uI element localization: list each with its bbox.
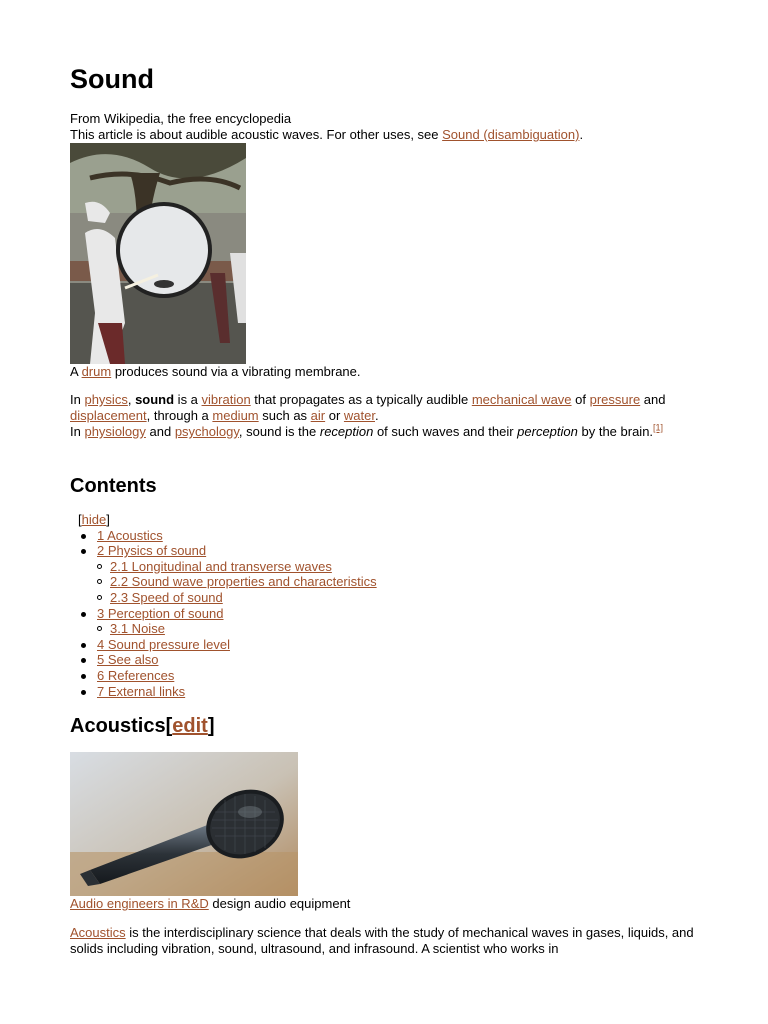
psychology-link[interactable]: psychology [174,424,239,439]
medium-link[interactable]: medium [212,408,259,423]
toc-hide-toggle: [hide] [78,512,110,527]
contents-heading: Contents [70,475,157,497]
toc-subitem [97,590,377,606]
toc-item [78,528,377,544]
acoustics-paragraph: Acoustics is the interdisciplinary science that deals with the study of mechanical waves in gases, liquids, and solids including vibration, sound, ultrasound, and infrasound. A scientist who works in [70,925,694,956]
toc-item [78,606,377,637]
toc-link-references[interactable]: 6 References [97,667,175,683]
toc-link-see-also[interactable]: 5 See also [97,652,159,668]
toc-link-perception[interactable]: 3 Perception of sound [97,605,224,621]
toc-list [78,528,377,700]
drum-link[interactable]: drum [81,364,112,379]
mechanical-wave-link[interactable]: mechanical wave [471,392,572,407]
sound-term: sound [135,392,175,407]
disambiguation-link[interactable]: Sound (disambiguation) [442,127,580,142]
displacement-link[interactable]: displacement [70,408,147,423]
toc-subitem [97,559,377,575]
intro-paragraph [70,392,690,440]
physics-link[interactable]: physics [84,392,128,407]
acoustics-heading: Acoustics[edit] [70,715,215,737]
toc-link-acoustics[interactable]: 1 Acoustics [97,527,163,543]
vibration-link[interactable]: vibration [201,392,251,407]
drum-photo [70,143,246,364]
perception-term: perception [517,424,578,439]
microphone-caption: Audio engineers in R&D design audio equipment [70,896,351,911]
drum-image [70,143,246,364]
physiology-link[interactable]: physiology [84,424,146,439]
toc-link-external-links[interactable]: 7 External links [97,683,186,699]
reception-term: reception [319,424,374,439]
toc-subitem [97,574,377,590]
toc-link-noise[interactable]: 3.1 Noise [110,621,165,637]
toc-link-longitudinal-transverse[interactable]: 2.1 Longitudinal and transverse waves [110,558,332,574]
page-title: Sound [70,64,154,94]
toc-sublist [97,559,377,606]
water-link[interactable]: water [343,408,375,423]
acoustics-link[interactable]: Acoustics [70,925,126,940]
table-of-contents [78,512,377,699]
microphone-image [70,752,298,896]
tagline: From Wikipedia, the free encyclopedia [70,111,292,126]
toc-subitem [97,621,377,637]
toc-link-wave-properties[interactable]: 2.2 Sound wave properties and characteristics [110,574,377,590]
toc-sublist [97,621,377,637]
air-link[interactable]: air [310,408,326,423]
microphone-photo [70,752,298,896]
toc-item [78,684,377,700]
hide-link[interactable]: hide [81,512,107,527]
pressure-link[interactable]: pressure [589,392,641,407]
toc-item [78,637,377,653]
audio-engineers-link[interactable]: Audio engineers in R&D [70,896,209,911]
hatnote-end: . [579,127,584,142]
hatnote-text: This article is about audible acoustic waves. For other uses, see [70,127,443,142]
drum-caption: A drum produces sound via a vibrating membrane. [70,364,361,379]
toc-item [78,652,377,668]
toc-link-speed-of-sound[interactable]: 2.3 Speed of sound [110,589,223,605]
toc-link-physics-of-sound[interactable]: 2 Physics of sound [97,543,207,559]
edit-link[interactable]: edit [172,715,208,737]
intro-line-2: In physiology and psychology, sound is the reception of such waves and their perception by the brain.[1] [70,422,664,439]
toc-link-sound-pressure-level[interactable]: 4 Sound pressure level [97,636,230,652]
intro-line-1: In physics, sound is a vibration that propagates as a typically audible mechanical wave of pressure and displacement, through a medium such as air or water. [70,392,666,423]
toc-item [78,668,377,684]
hatnote [70,127,583,143]
toc-item [78,543,377,605]
citation-1-link[interactable]: [1] [653,422,664,433]
